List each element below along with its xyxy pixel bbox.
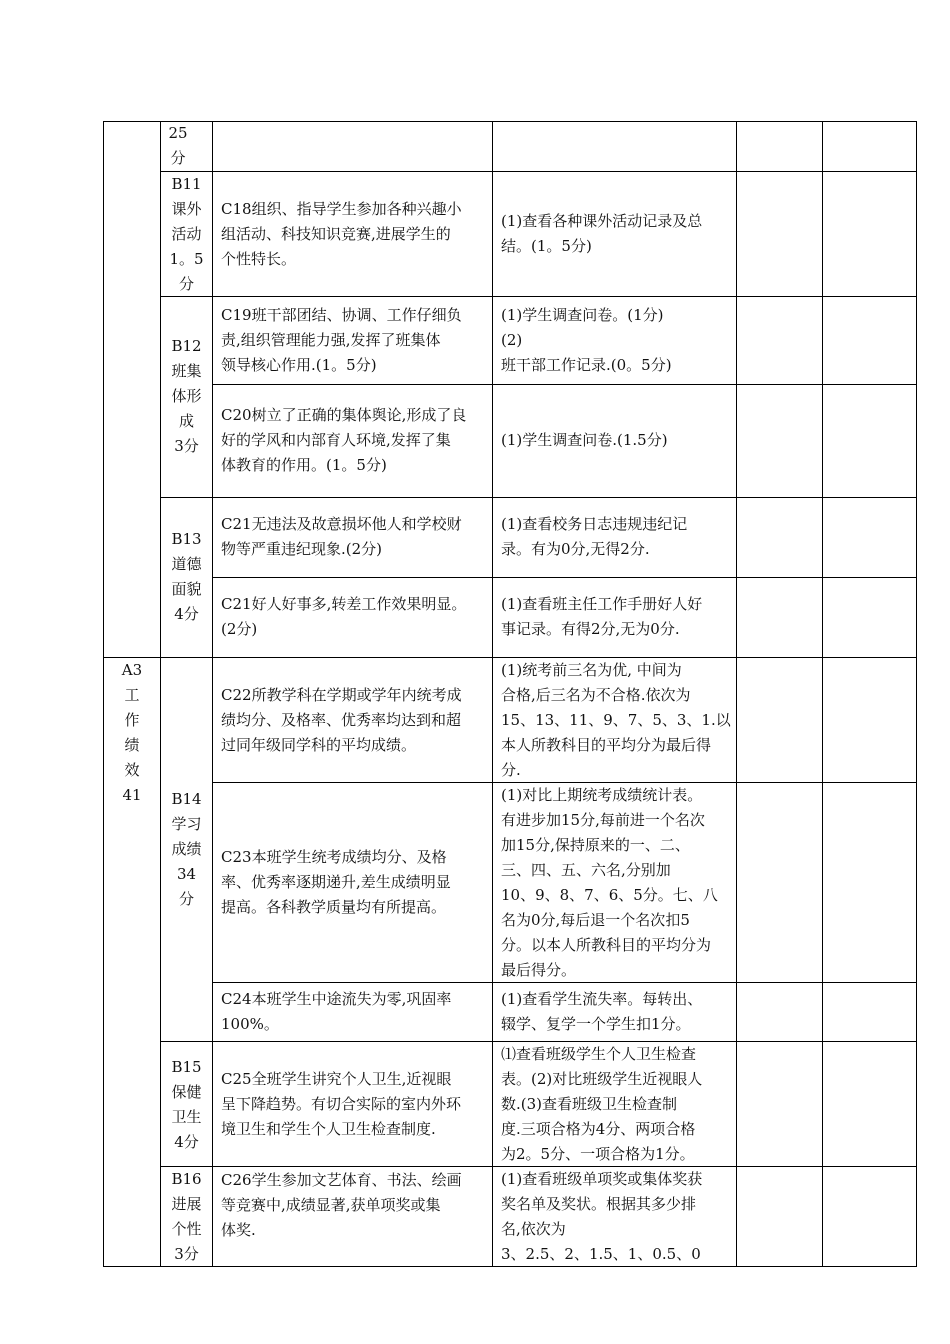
row-line-b12-top bbox=[160, 296, 917, 297]
method-c25: ⑴查看班级学生个人卫生检查 表。(2)对比班级学生近视眼人 数.(3)查看班级卫生检查制 度.三项合格为4分、两项合格 为2。5分、一项合格为1分。 bbox=[501, 1045, 703, 1163]
criterion-c18: C18组织、指导学生参加各种兴趣小 组活动、科技知识竞赛,进展学生的 个性特长。 bbox=[221, 200, 462, 268]
table-border-right bbox=[916, 121, 917, 1267]
method-c20: (1)学生调查问卷.(1.5分) bbox=[501, 431, 668, 449]
item-b16: B16 进展 个性 3分 bbox=[171, 1170, 202, 1263]
method-c23: (1)对比上期统考成绩统计表。 有进步加15分,每前进一个名次 加15分,保持原来的一、二、 三、四、五、六名,分别加 10、9、8、7、6、5分。七、八 名为0分,每后退一个名次扣5 分。以本人所教科目的平均分为 最后得分。 bbox=[501, 786, 718, 979]
item-b14: B14 学习 成绩 34 分 bbox=[171, 790, 202, 908]
criterion-c20: C20树立了正确的集体舆论,形成了良 好的学风和内部育人环境,发挥了集 体教育的作用。(1。5分) bbox=[221, 406, 467, 474]
method-c24: (1)查看学生流失率。每转出、 辍学、复学一个学生扣1分。 bbox=[501, 990, 703, 1033]
criterion-c21b: C21好人好事多,转差工作效果明显。 (2分) bbox=[221, 595, 467, 638]
col-divider-b-c bbox=[212, 121, 213, 1267]
criterion-c22: C22所教学科在学期或学年内统考成 绩均分、及格率、优秀率均达到和超 过同年级同学科的平均成绩。 bbox=[221, 686, 462, 754]
col-divider-method-score bbox=[736, 121, 737, 1267]
criterion-c26: C26学生参加文艺体育、书法、绘画 等竞赛中,成绩显著,获单项奖或集 体奖. bbox=[221, 1171, 462, 1239]
method-c22: (1)统考前三名为优, 中间为 合格,后三名为不合格.依次为 15、13、11、9、7、5、3、1.以 本人所教科目的平均分为最后得 分. bbox=[501, 661, 731, 779]
criterion-c23: C23本班学生统考成绩均分、及格 率、优秀率逐期递升,差生成绩明显 提高。各科教学质量均有所提高。 bbox=[221, 848, 451, 916]
item-b15: B15 保健 卫生 4分 bbox=[171, 1058, 202, 1151]
criterion-c24: C24本班学生中途流失为零,巩固率 100%。 bbox=[221, 990, 452, 1033]
criterion-c19: C19班干部团结、协调、工作仔细负 责,组织管理能力强,发挥了班集体 领导核心作用.(1。5分) bbox=[221, 306, 462, 374]
item-prev-score: 25 分 bbox=[168, 124, 188, 167]
col-divider-score-remark bbox=[822, 121, 823, 1267]
criterion-c25: C25全班学生讲究个人卫生,近视眼 呈下降趋势。有切合实际的室内外环 境卫生和学生个人卫生检查制度. bbox=[221, 1070, 462, 1138]
method-c18: (1)查看各种课外活动记录及总 结。(1。5分) bbox=[501, 212, 703, 255]
item-b11: B11 课外 活动 1。5 分 bbox=[169, 175, 204, 293]
table-border-top bbox=[103, 121, 917, 122]
item-b13: B13 道德 面貌 4分 bbox=[171, 530, 202, 623]
method-c26: (1)查看班级单项奖或集体奖获 奖名单及奖状。根据其多少排 名,依次为 3、2.5、2、1.5、1、0.5、0 bbox=[501, 1170, 703, 1263]
method-c21b: (1)查看班主任工作手册好人好 事记录。有得2分,无为0分. bbox=[501, 595, 703, 638]
col-divider-c-method bbox=[492, 121, 493, 1267]
row-line-c20-top bbox=[212, 384, 917, 385]
category-a3: A3 工 作 绩 效 41 bbox=[121, 661, 143, 804]
criterion-c21a: C21无违法及故意损坏他人和学校财 物等严重违纪现象.(2分) bbox=[221, 515, 462, 558]
row-line-b11-top bbox=[160, 171, 917, 172]
method-c19: (1)学生调查问卷。(1分) (2) 班干部工作记录.(0。5分) bbox=[501, 306, 672, 374]
row-line-c21b-top bbox=[212, 577, 917, 578]
row-line-b13-top bbox=[160, 497, 917, 498]
item-b12: B12 班集 体形 成 3分 bbox=[171, 337, 202, 455]
method-c21a: (1)查看校务日志违规违纪记 录。有为0分,无得2分. bbox=[501, 515, 688, 558]
